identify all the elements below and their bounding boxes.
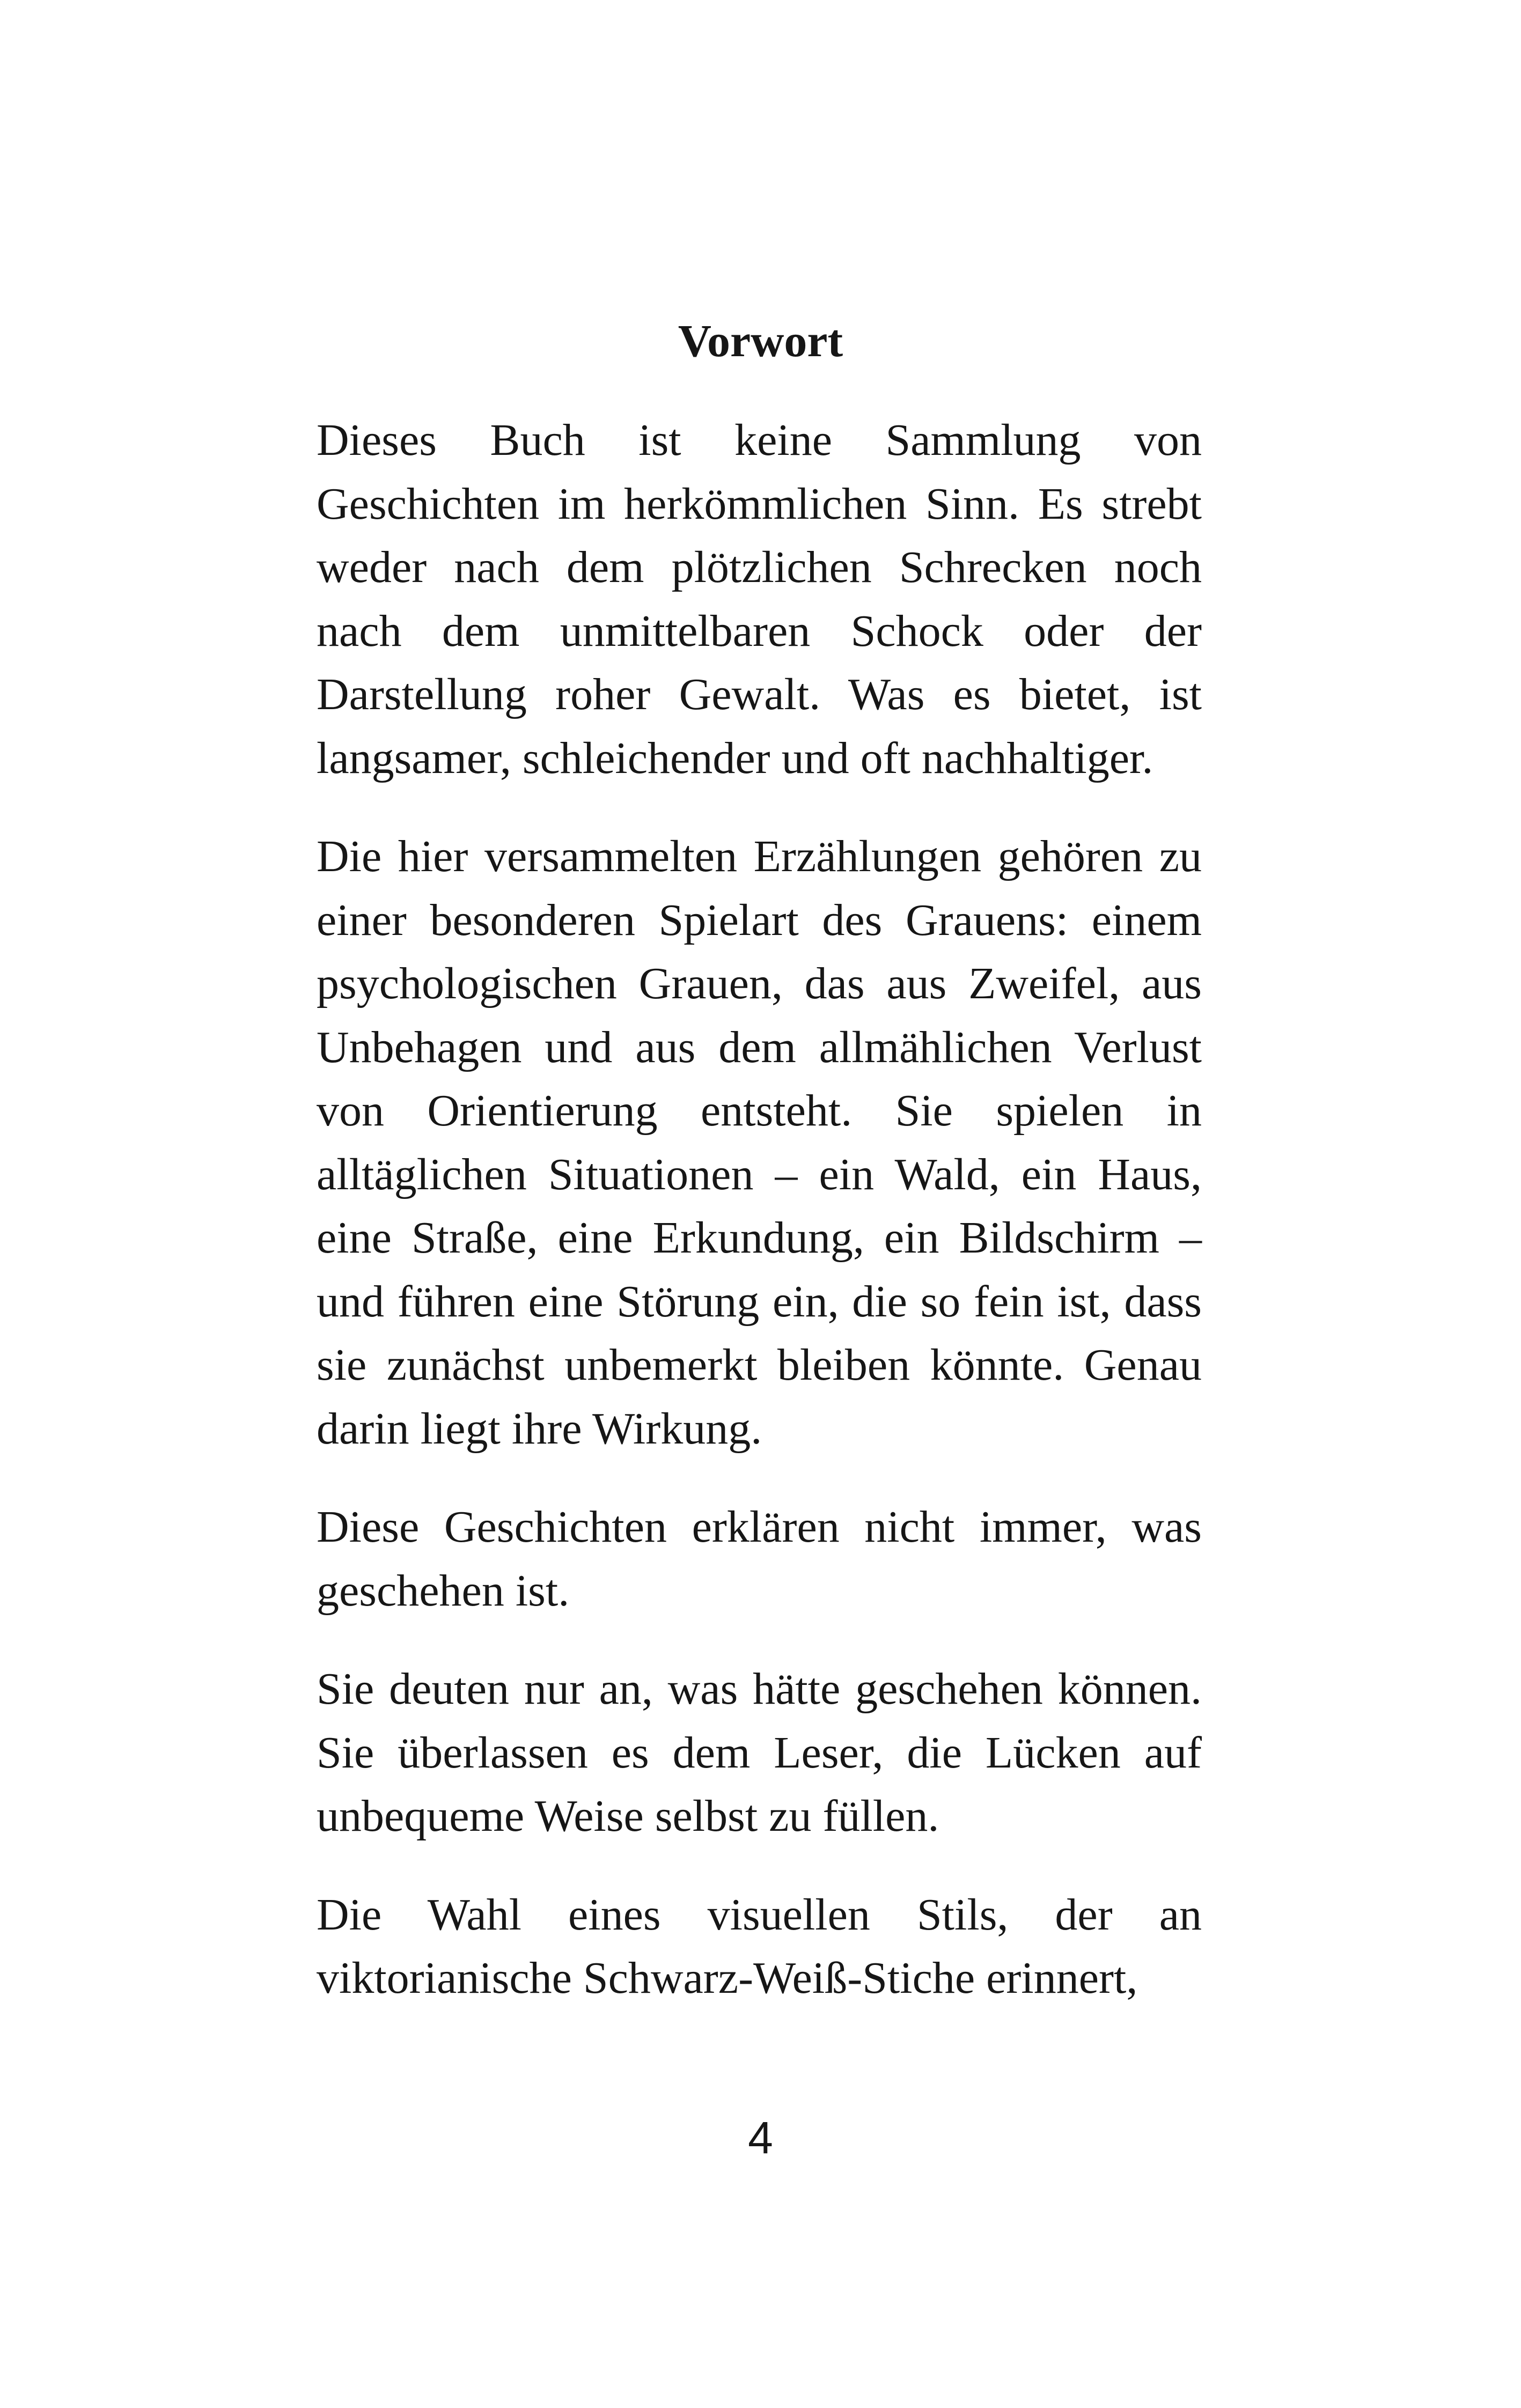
page-number: 4 — [748, 2112, 773, 2163]
paragraph-1: Dieses Buch ist keine Sammlung von Geschichten im herkömmlichen Sinn. Es strebt weder nach dem plötzlichen Schrecken noch nach dem unmittelbaren Schock oder der Darstellung roher Gewalt. Was es bietet, ist langsamer, schleichender und oft nachhaltiger. — [317, 415, 1202, 783]
paragraph-3: Diese Geschichten erklären nicht immer, was geschehen ist. — [317, 1502, 1202, 1616]
paragraph-2: Die hier versammelten Erzählungen gehören zu einer besonderen Spielart des Grauens: einem psychologischen Grauen, das aus Zweifel, aus Unbehagen und aus dem allmählichen Verlust von Orientierung entsteht. Sie spielen in alltäglichen Situationen – ein Wald, ein Haus, eine Straße, eine Erkundung, ein Bildschirm – und führen eine Störung ein, die so fein ist, dass sie zunächst unbemerkt bleiben könnte. Genau darin liegt ihre Wirkung. — [317, 831, 1202, 1454]
paragraph-5: Die Wahl eines visuellen Stils, der an viktorianische Schwarz-Weiß-Stiche erinnert, — [317, 1889, 1202, 2003]
paragraph-4: Sie deuten nur an, was hätte geschehen können. Sie überlassen es dem Leser, die Lücken auf unbequeme Weise selbst zu füllen. — [317, 1664, 1202, 1841]
page-title: Vorwort — [678, 315, 843, 366]
body-text — [317, 409, 1202, 2045]
